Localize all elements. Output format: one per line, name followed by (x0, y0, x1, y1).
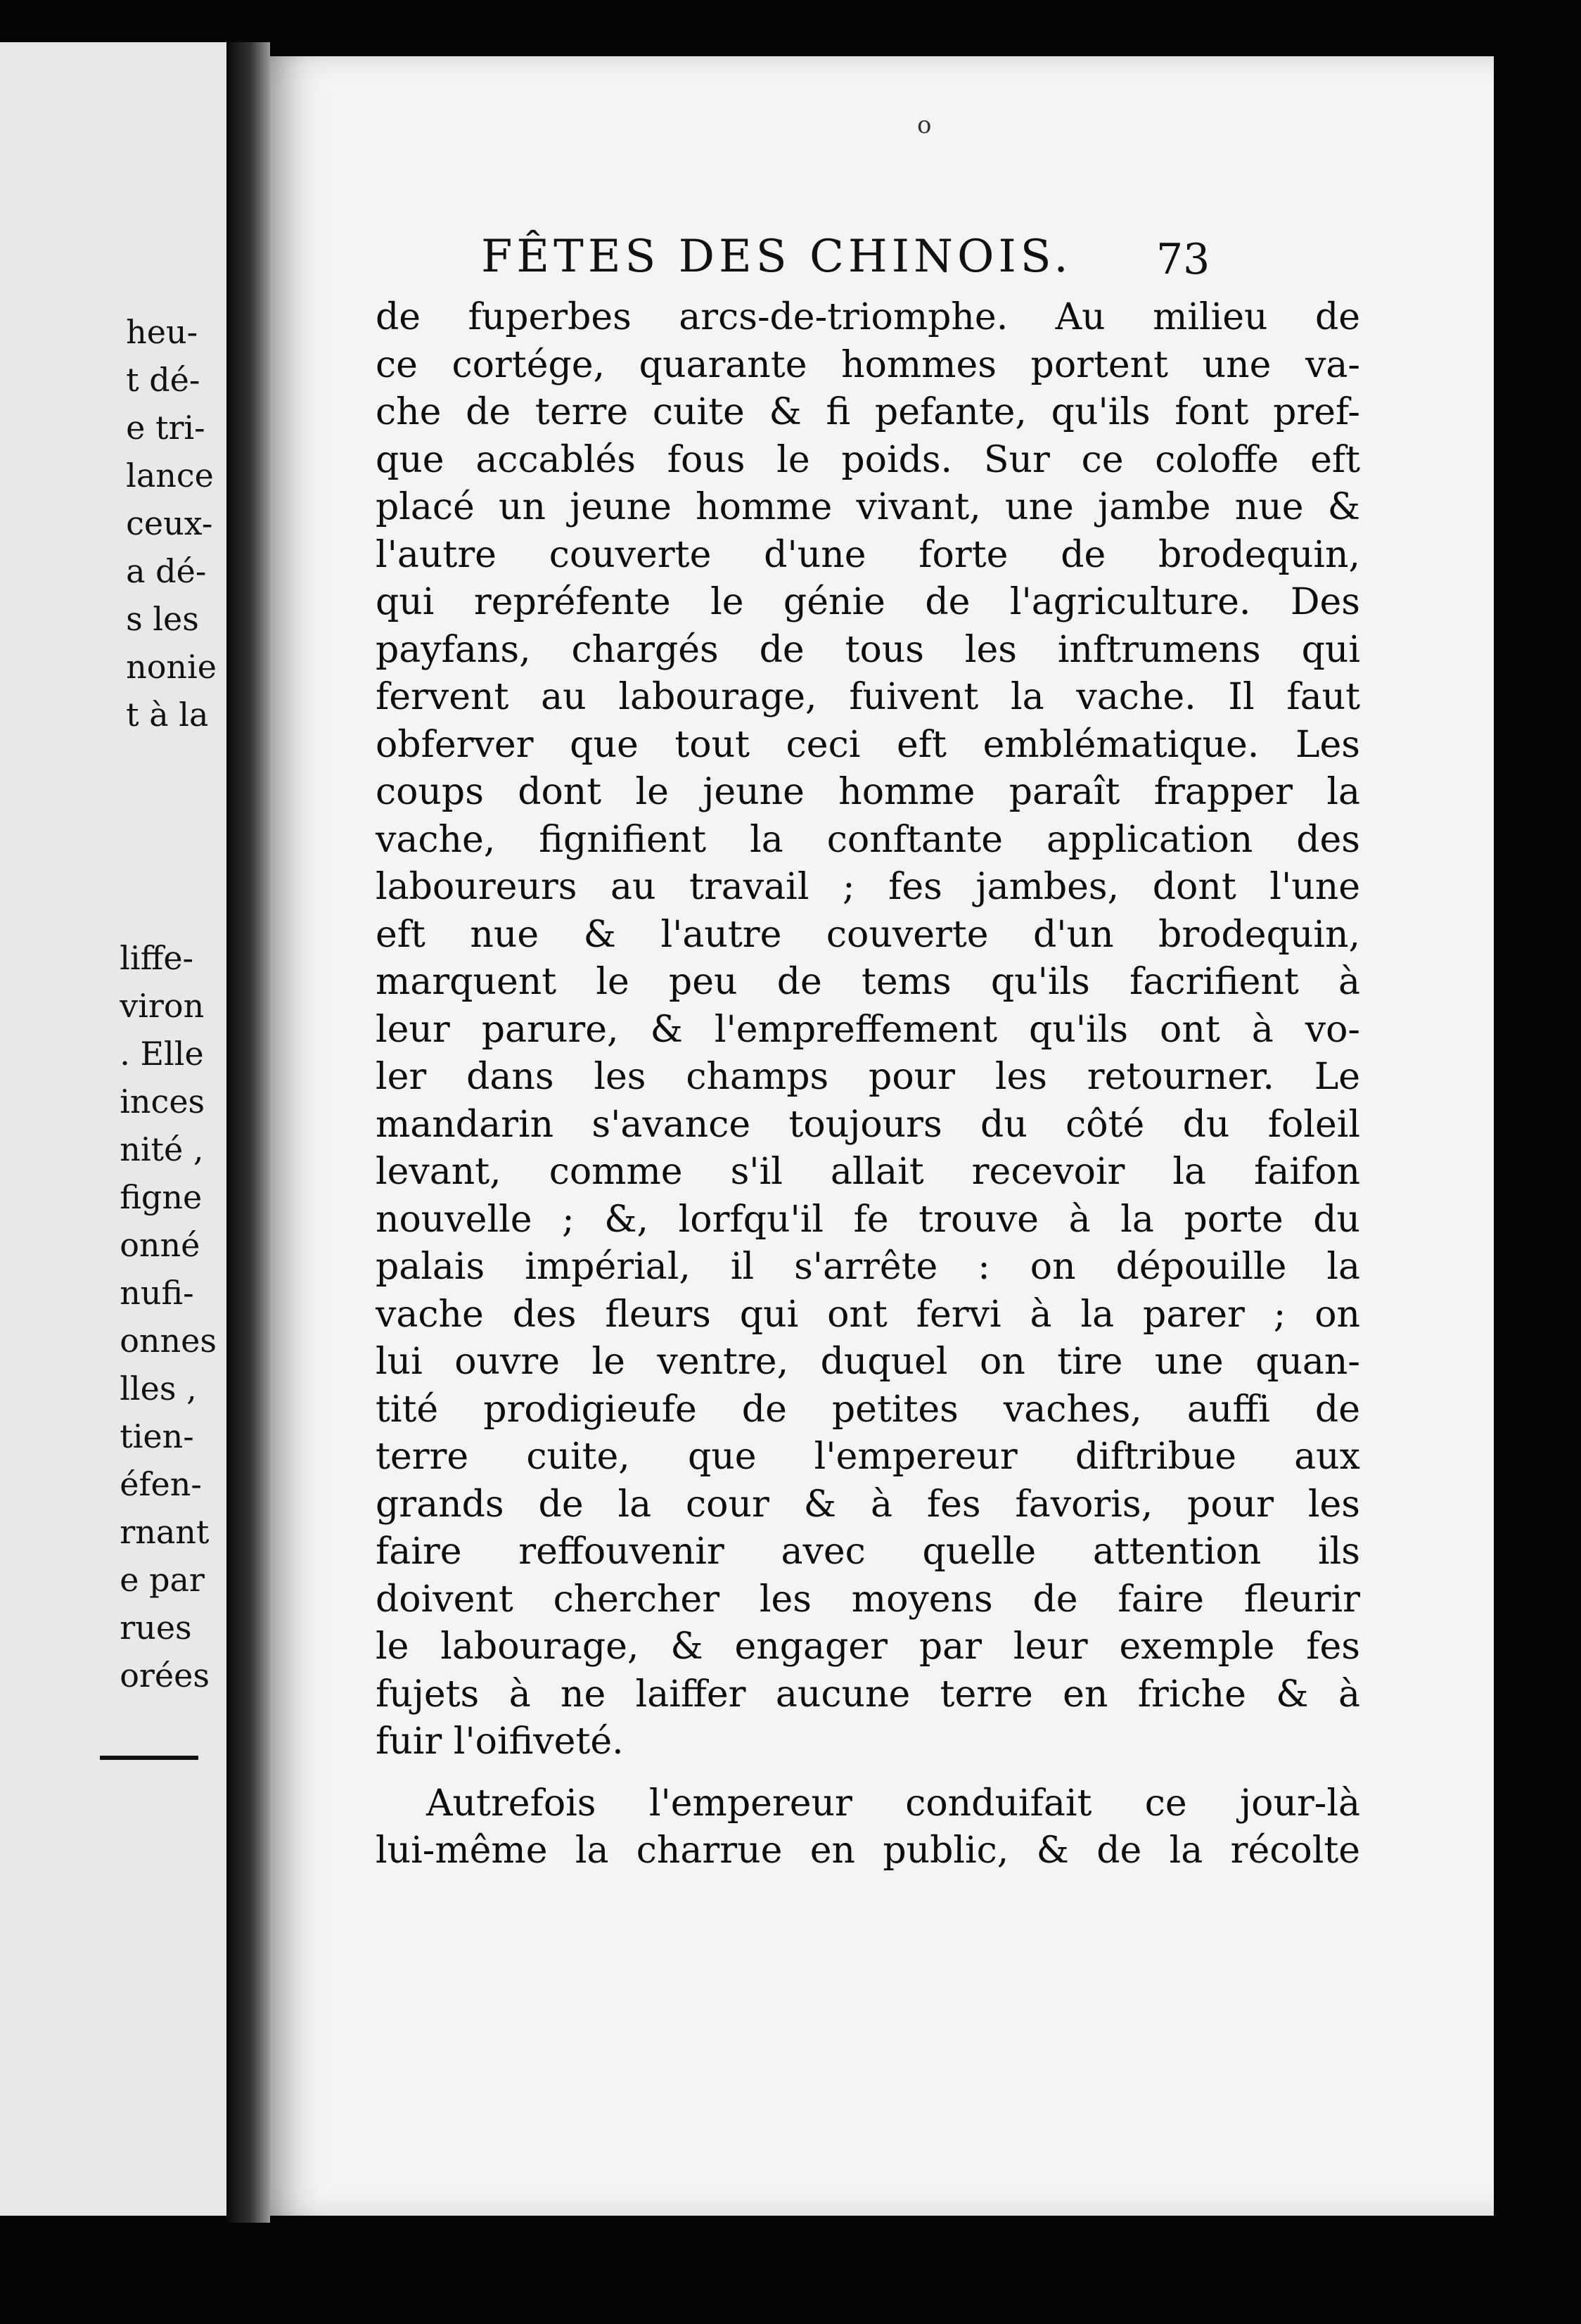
text-line: obferver que tout ceci eft emblématique. Les (376, 723, 1360, 766)
running-head (270, 231, 1494, 287)
left-fragment-line: nufi- (120, 1274, 194, 1312)
text-line: eft nue & l'autre couverte d'un brodequin, (376, 913, 1360, 956)
text-line: fuir l'oifiveté. (376, 1720, 624, 1763)
scan-speck: o (917, 111, 932, 139)
text-line: vache, fignifient la conftante application des (376, 818, 1360, 861)
left-fragment-line: e par (120, 1561, 205, 1599)
left-fragment-line: nonie (126, 648, 217, 686)
left-fragment-line: inces (120, 1083, 205, 1120)
text-line: lui-même la charrue en public, & de la récolte (376, 1830, 1360, 1872)
text-line: payfans, chargés de tous les inftrumens qui (376, 628, 1360, 671)
text-line: che de terre cuite & fi pefante, qu'ils font pref- (376, 391, 1360, 433)
left-fragment-line: lance (126, 456, 214, 494)
paragraph-gap (376, 1766, 1360, 1780)
left-fragment-line: ceux- (126, 504, 213, 542)
left-margin-text-block-1 (126, 308, 217, 739)
text-line: fujets à ne laiffer aucune terre en friche & à (376, 1673, 1360, 1716)
paragraph-1 (376, 294, 1360, 1766)
left-fragment-line: onné (120, 1226, 200, 1264)
text-line: Autrefois l'empereur conduifait ce jour-là (426, 1782, 1360, 1825)
text-line: nouvelle ; &, lorfqu'il fe trouve à la porte du (376, 1198, 1360, 1241)
text-line: leur parure, & l'empreffement qu'ils ont à vo- (376, 1008, 1360, 1051)
paragraph-2 (376, 1780, 1360, 1875)
left-fragment-line: t à la (126, 696, 209, 734)
text-line: qui repréfente le génie de l'agriculture. Des (376, 581, 1360, 623)
left-fragment-line: t dé- (126, 361, 200, 399)
text-line: grands de la cour & à fes favoris, pour les (376, 1483, 1360, 1526)
body-text (376, 294, 1360, 1875)
left-page-rule (100, 1756, 198, 1760)
page-number: 73 (1156, 235, 1210, 284)
left-fragment-line: s les (126, 600, 199, 638)
text-line: marquent le peu de tems qu'ils facrifient à (376, 961, 1360, 1003)
left-fragment-line: onnes (120, 1322, 217, 1360)
left-fragment-line: liffe- (120, 939, 194, 977)
text-line: le labourage, & engager par leur exemple fes (376, 1626, 1360, 1668)
text-line: vache des fleurs qui ont fervi à la parer ; on (376, 1293, 1360, 1336)
text-line: levant, comme s'il allait recevoir la faifon (376, 1151, 1360, 1193)
left-fragment-line: rnant (120, 1513, 210, 1551)
left-fragment-line: nité , (120, 1130, 204, 1168)
text-line: que accablés fous le poids. Sur ce coloffe eft (376, 438, 1360, 481)
text-line: placé un jeune homme vivant, une jambe nue & (376, 486, 1360, 528)
text-line: fervent au labourage, fuivent la vache. Il faut (376, 676, 1360, 718)
left-fragment-line: viron (120, 987, 205, 1025)
text-line: terre cuite, que l'empereur diftribue aux (376, 1436, 1360, 1478)
left-fragment-line: a dé- (126, 552, 207, 590)
text-line: laboureurs au travail ; fes jambes, dont l'une (376, 866, 1360, 908)
left-fragment-line: figne (120, 1178, 203, 1216)
left-fragment-line: lles , (120, 1370, 197, 1407)
text-line: de fuperbes arcs-de-triomphe. Au milieu de (376, 296, 1360, 338)
text-line: tité prodigieufe de petites vaches, auffi de (376, 1388, 1360, 1431)
text-line: lui ouvre le ventre, duquel on tire une quan- (376, 1341, 1360, 1383)
left-margin-text-block-2 (120, 934, 217, 1699)
text-line: ce cortége, quarante hommes portent une va- (376, 343, 1360, 386)
left-fragment-line: orées (120, 1656, 210, 1694)
text-line: faire reffouvenir avec quelle attention ils (376, 1531, 1360, 1573)
left-fragment-line: heu- (126, 313, 198, 351)
book-gutter-shadow (226, 42, 270, 2223)
left-fragment-line: tien- (120, 1417, 194, 1455)
left-fragment-line: e tri- (126, 409, 205, 447)
text-line: ler dans les champs pour les retourner. Le (376, 1056, 1360, 1098)
text-line: doivent chercher les moyens de faire fleurir (376, 1578, 1360, 1621)
text-line: l'autre couverte d'une forte de brodequin, (376, 533, 1360, 576)
left-fragment-line: éfen- (120, 1465, 202, 1503)
text-line: coups dont le jeune homme paraît frapper la (376, 771, 1360, 813)
running-title: FÊTES DES CHINOIS. (481, 231, 1073, 283)
text-line: palais impérial, il s'arrête : on dépouille la (376, 1246, 1360, 1288)
main-page (270, 56, 1494, 2216)
previous-page-fragment (0, 42, 226, 2216)
left-fragment-line: rues (120, 1609, 192, 1647)
left-fragment-line: . Elle (120, 1035, 204, 1073)
text-line: mandarin s'avance toujours du côté du foleil (376, 1103, 1360, 1146)
